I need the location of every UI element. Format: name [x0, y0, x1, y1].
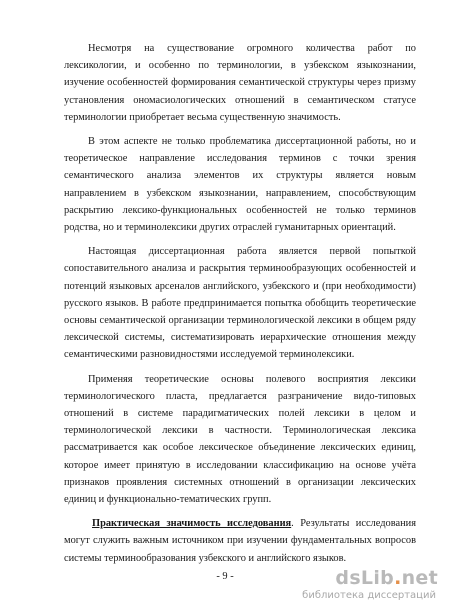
paragraph-5-text: . Результаты исследования могут служить важным источником при изучении фундаментальных вопросов системы терминообразования узбекского и английского языков. [64, 518, 416, 564]
watermark-logo: dsLib.net [335, 567, 438, 589]
paragraph-5 [64, 515, 416, 567]
page-number: - 9 - [216, 571, 234, 582]
dslib-watermark [298, 565, 438, 605]
paragraph-3: Настоящая диссертационная работа является первой попыткой сопоставительного анализа и раскрытия терминообразующих особенностей и потенций языковых арсеналов английского, узбекского и (при необходимости) русского языков. В работе предпринимается попытка обобщить теоретические основы семантической организации терминологической лексики в общем ряду лексической системы, систематизировать иерархические отношения между семантическими разновидностями исследуемой терминолексики. [64, 246, 416, 361]
watermark-subtitle: библиотека диссертаций [302, 590, 436, 601]
paragraph-2: В этом аспекте не только проблематика диссертационной работы, но и теоретическое направление исследования терминов с точки зрения семантического анализа элементов их структуры является новым направлением в узбекском языкознании, направлением, способствующим раскрытию лексико-функциональных особенностей не только терминов родства, но и терминолексики других отраслей гуманитарных ориентаций. [64, 136, 416, 234]
practical-significance-heading: Практическая значимость исследования [92, 518, 292, 530]
paragraph-1: Несмотря на существование огромного количества работ по лексикологии, и особенно по терминологии, в узбекском языкознании, изучение особенностей формирования семантической структуры через призму установления ономасиологических отношений в семантическом статусе терминологии приобретает весьма существенную значимость. [64, 43, 416, 123]
body-text [64, 40, 416, 574]
paragraph-4: Применяя теоретические основы полевого восприятия лексики терминологического пласта, предлагается разграничение видо-типовых отношений в системе парадигматических полей лексики в целом и терминологической лексики в частности. Терминологическая лексика рассматривается как особое лексическое объединение лексических единиц, которое имеет принятую в исследовании классификацию на основе учёта признаков проявления системных отношений в организации лексических единиц и функционально-тематических групп. [64, 373, 416, 506]
